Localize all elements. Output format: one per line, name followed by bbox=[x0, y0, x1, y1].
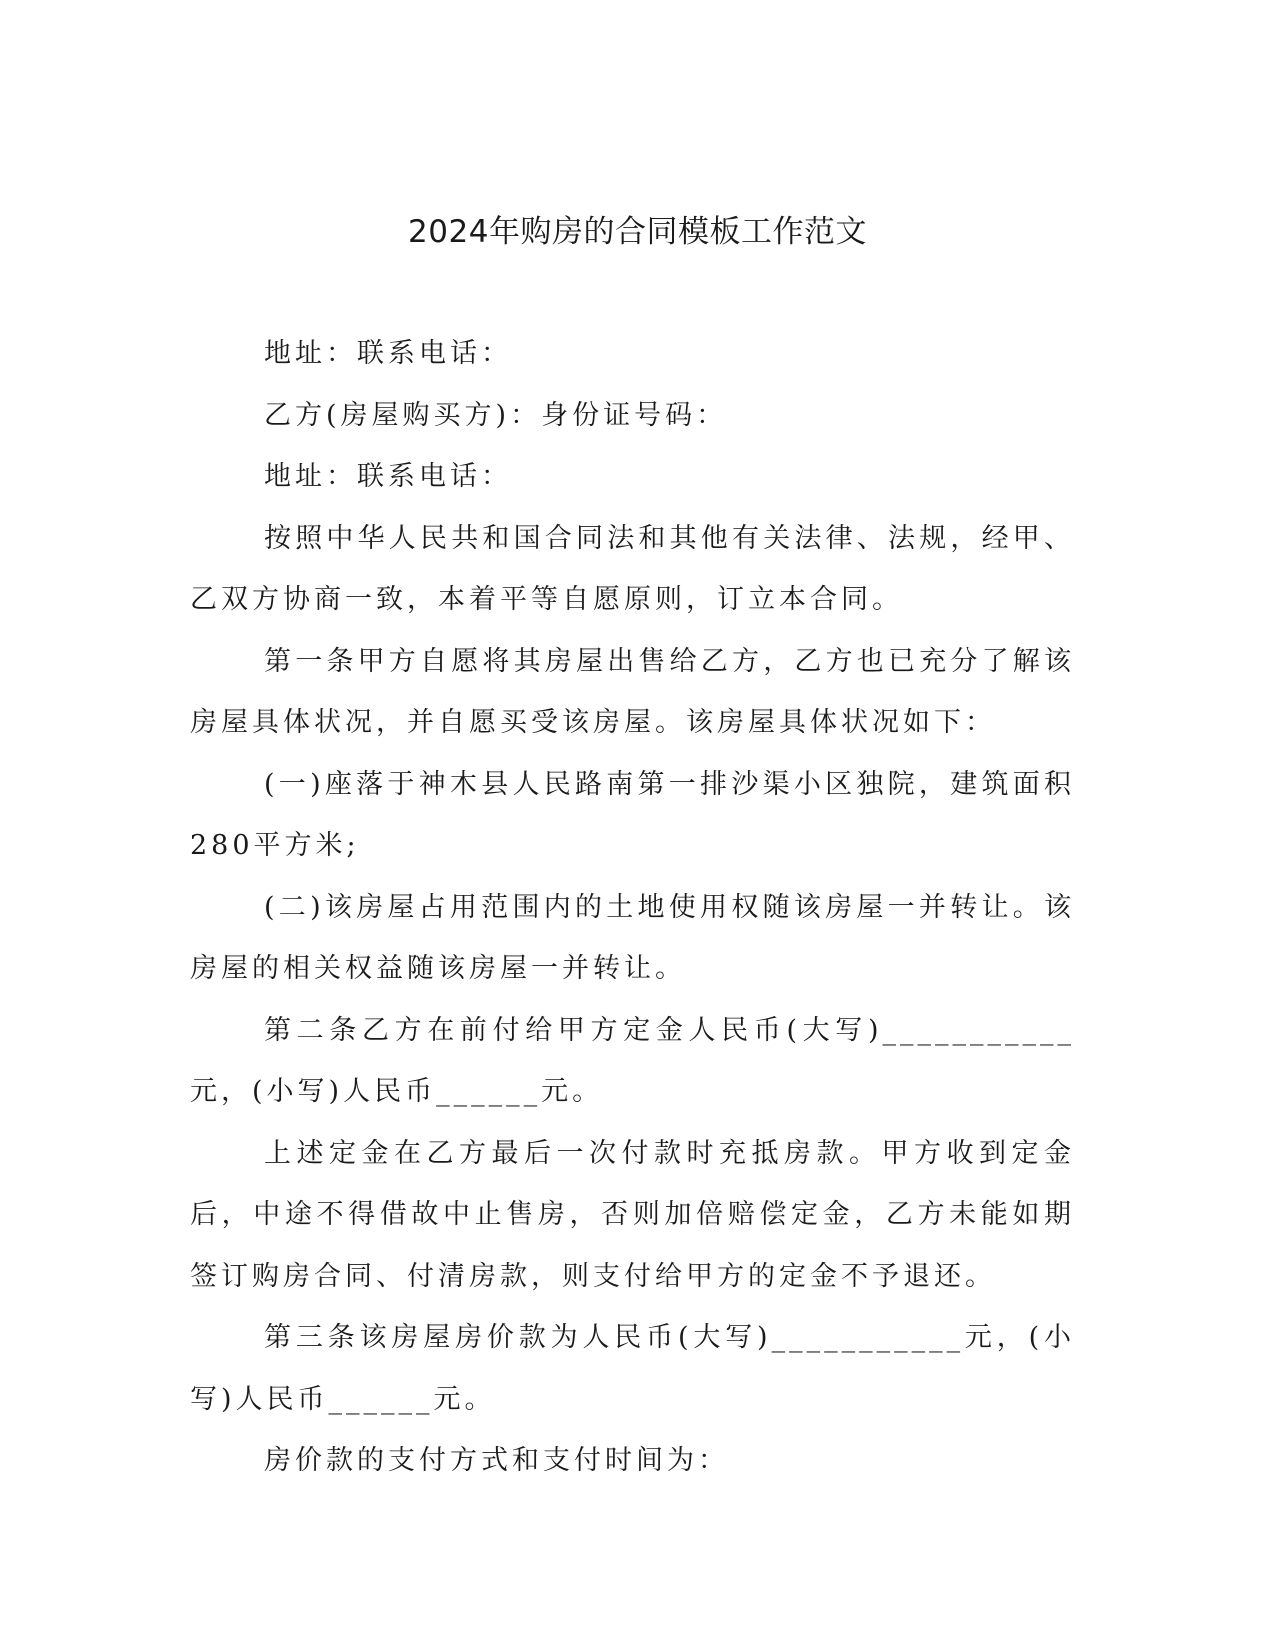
paragraph-preamble: 按照中华人民共和国合同法和其他有关法律、法规，经甲、乙双方协商一致，本着平等自愿原则，订立本合同。 bbox=[190, 522, 1075, 615]
document-body bbox=[190, 323, 1075, 1492]
paragraph-article-1: 第一条甲方自愿将其房屋出售给乙方，乙方也已充分了解该房屋具体状况，并自愿买受该房屋。该房屋具体状况如下： bbox=[190, 645, 1075, 738]
document-title: 2024年购房的合同模板工作范文 bbox=[408, 214, 867, 250]
paragraph-deposit-terms: 上述定金在乙方最后一次付款时充抵房款。甲方收到定金后，中途不得借故中止售房，否则加倍赔偿定金，乙方未能如期签订购房合同、付清房款，则支付给甲方的定金不予退还。 bbox=[190, 1137, 1075, 1292]
paragraph-item-2: (二)该房屋占用范围内的土地使用权随该房屋一并转让。该房屋的相关权益随该房屋一并转让。 bbox=[190, 891, 1075, 984]
paragraph-party-b: 乙方(房屋购买方)：身份证号码： bbox=[264, 399, 728, 431]
paragraph-article-3: 第三条该房屋房价款为人民币(大写)___________元，(小写)人民币______元。 bbox=[190, 1322, 1075, 1415]
paragraph-payment-method: 房价款的支付方式和支付时间为： bbox=[264, 1445, 729, 1476]
paragraph-address-contact: 地址：联系电话： bbox=[264, 461, 512, 492]
paragraph-article-2: 第二条乙方在前付给甲方定金人民币(大写)___________元，(小写)人民币______元。 bbox=[190, 1014, 1075, 1107]
paragraph-item-1: (一)座落于神木县人民路南第一排沙渠小区独院，建筑面积280平方米; bbox=[190, 768, 1075, 861]
paragraph-address-contact: 地址：联系电话： bbox=[264, 338, 512, 369]
